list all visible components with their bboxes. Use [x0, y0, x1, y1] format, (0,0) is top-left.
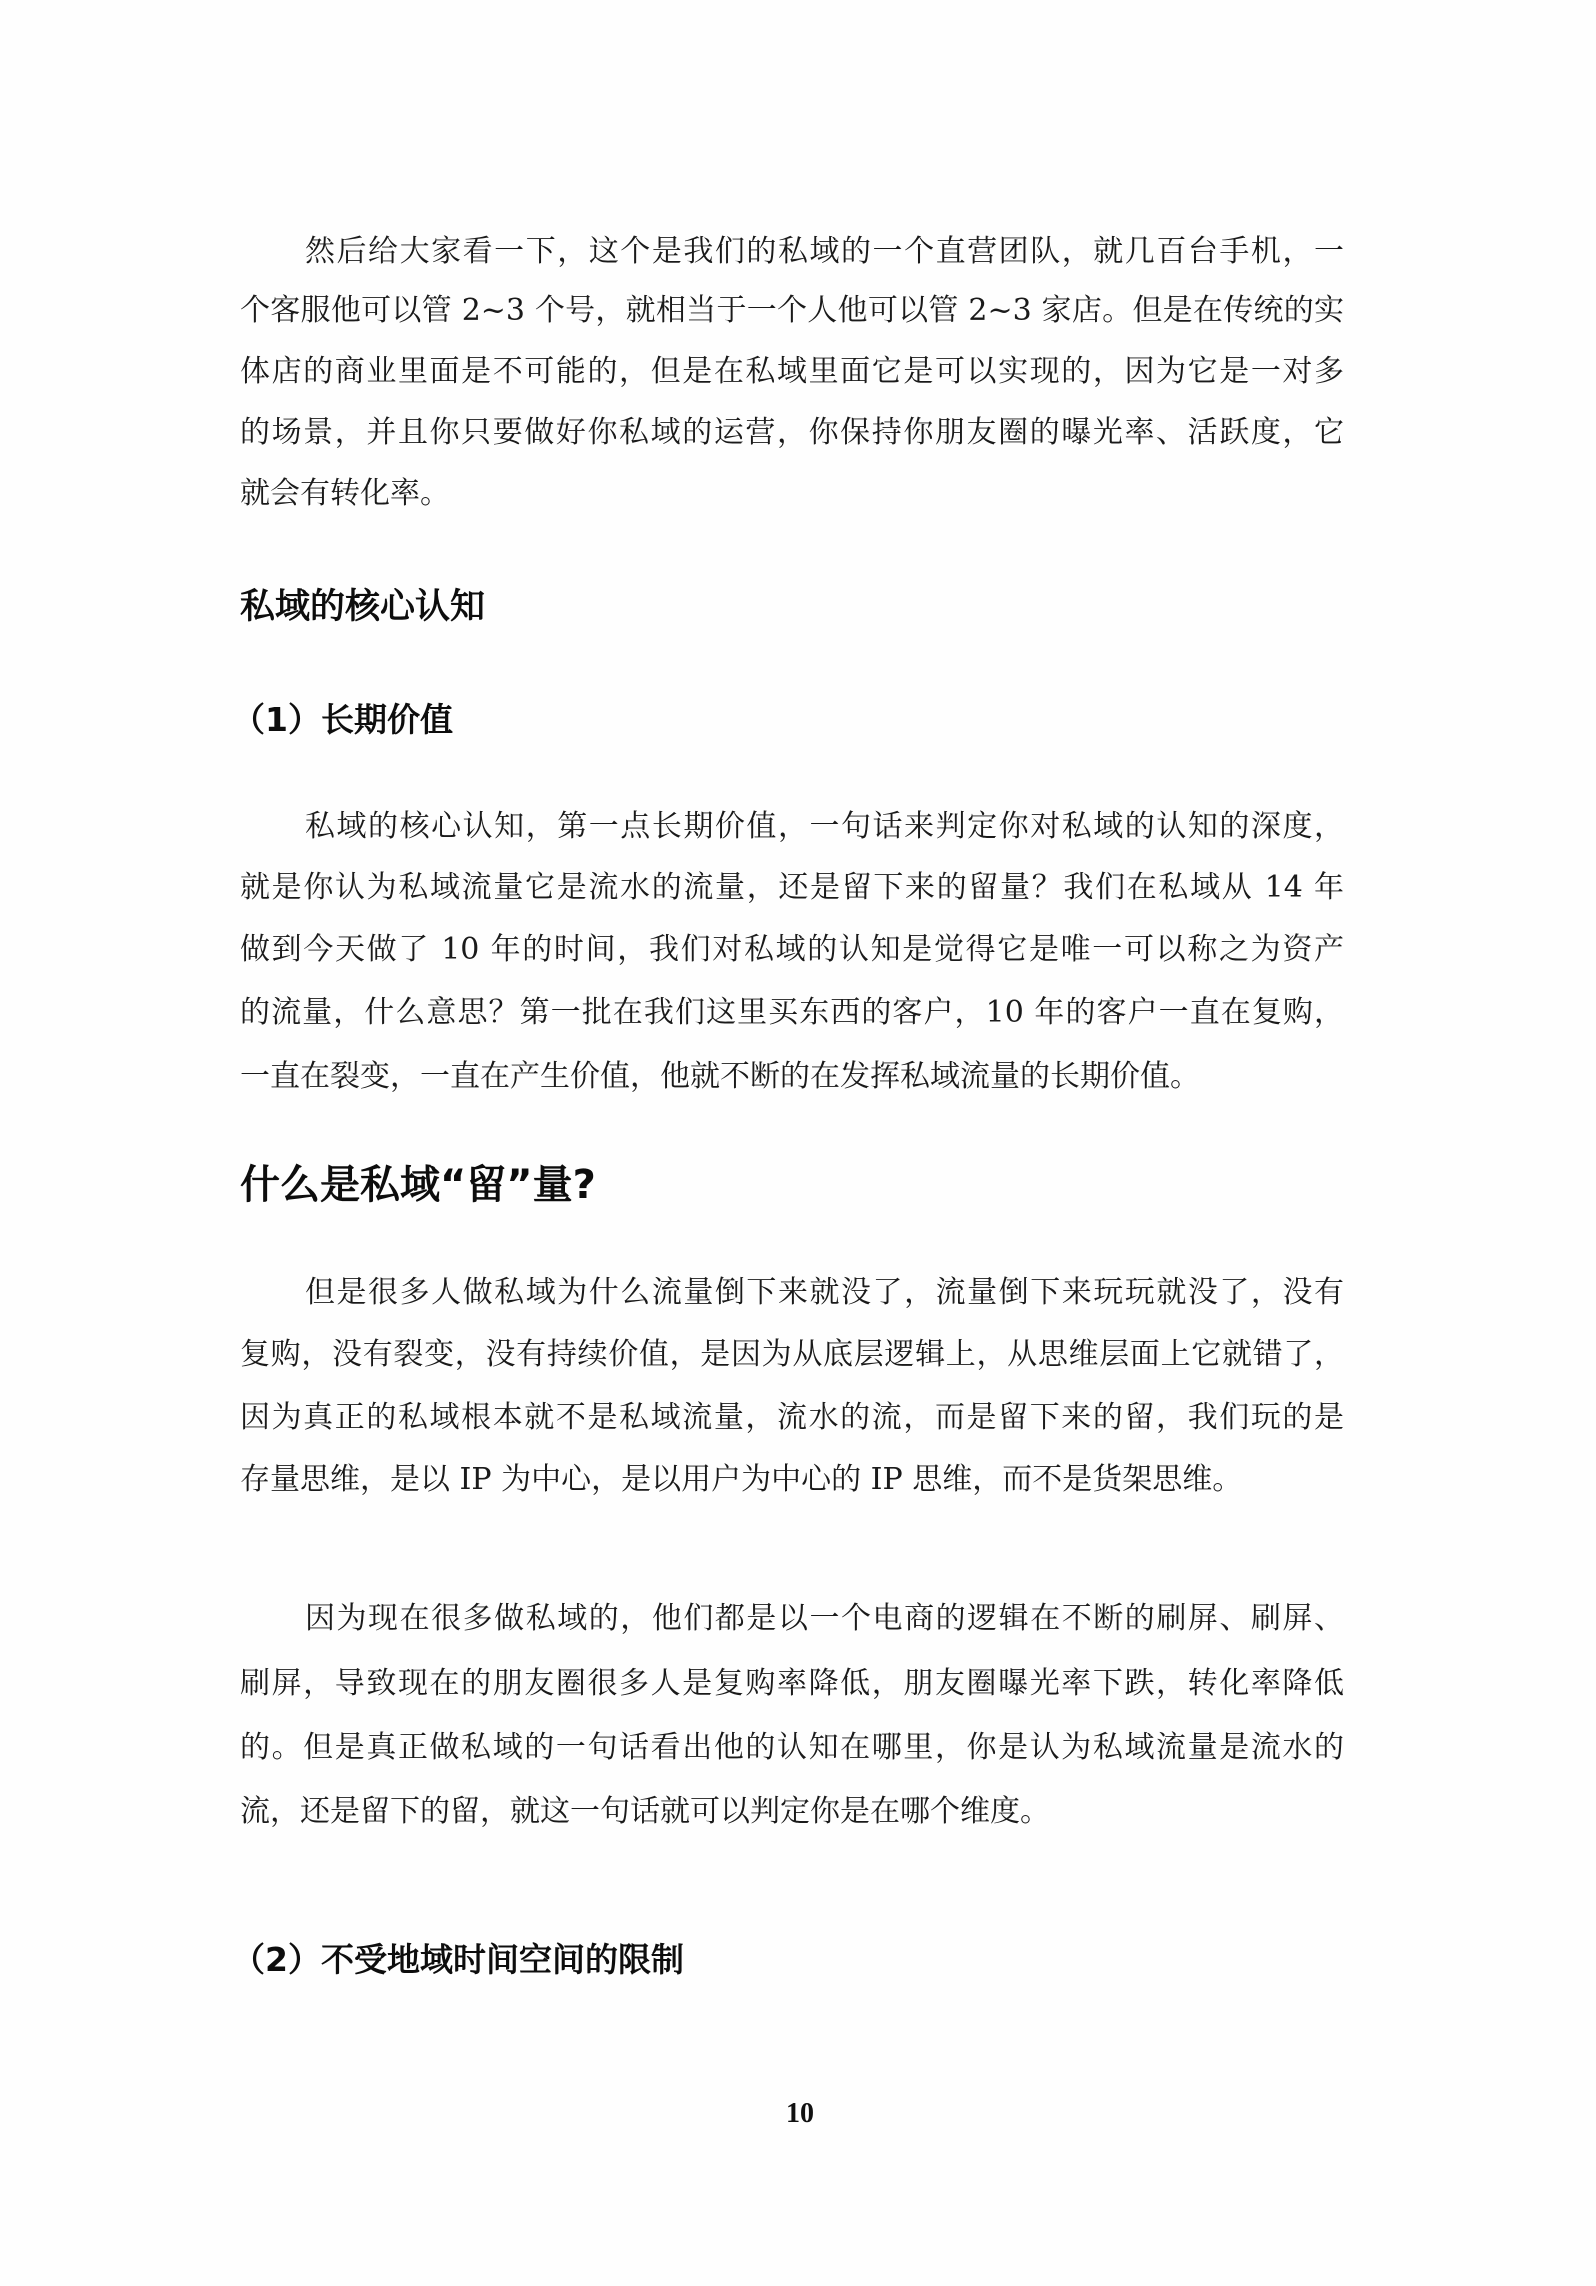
text-line: 因为现在很多做私域的，他们都是以一个电商的逻辑在不断的刷屏、刷屏、	[305, 1601, 1344, 1636]
text-line: 就会有转化率。	[240, 476, 450, 511]
text-line: 个客服他可以管 2~3 个号，就相当于一个人他可以管 2~3 家店。但是在传统的实	[240, 293, 1344, 328]
page-number: 10	[786, 2098, 814, 2129]
text-line: 做到今天做了 10 年的时间，我们对私域的认知是觉得它是唯一可以称之为资产	[240, 932, 1344, 967]
text-line: 就是你认为私域流量它是流水的流量，还是留下来的留量？我们在私域从 14 年	[240, 870, 1344, 905]
section-heading-core-cognition: 私域的核心认知	[240, 587, 486, 627]
text-line: 的流量，什么意思？第一批在我们这里买东西的客户，10 年的客户一直在复购，	[240, 995, 1344, 1030]
text-line: 因为真正的私域根本就不是私域流量，流水的流，而是留下来的留，我们玩的是	[240, 1400, 1344, 1435]
section-heading-retention: 什么是私域“留”量?	[240, 1162, 596, 1208]
text-line: 体店的商业里面是不可能的，但是在私域里面它是可以实现的，因为它是一对多	[240, 354, 1344, 389]
text-line: 私域的核心认知，第一点长期价值，一句话来判定你对私域的认知的深度，	[305, 809, 1344, 844]
text-line: 复购，没有裂变，没有持续价值，是因为从底层逻辑上，从思维层面上它就错了，	[240, 1337, 1344, 1372]
subheading-no-geographic-limits: （2）不受地域时间空间的限制	[232, 1940, 684, 1979]
text-line: 的。但是真正做私域的一句话看出他的认知在哪里，你是认为私域流量是流水的	[240, 1730, 1344, 1765]
text-line: 然后给大家看一下，这个是我们的私域的一个直营团队，就几百台手机，一	[305, 234, 1344, 269]
text-line: 存量思维，是以 IP 为中心，是以用户为中心的 IP 思维，而不是货架思维。	[240, 1462, 1243, 1497]
text-line: 的场景，并且你只要做好你私域的运营，你保持你朋友圈的曝光率、活跃度，它	[240, 415, 1344, 450]
text-line: 一直在裂变，一直在产生价值，他就不断的在发挥私域流量的长期价值。	[240, 1059, 1200, 1094]
subheading-long-term-value: （1）长期价值	[232, 700, 453, 739]
text-line: 但是很多人做私域为什么流量倒下来就没了，流量倒下来玩玩就没了，没有	[305, 1275, 1344, 1310]
text-line: 刷屏，导致现在的朋友圈很多人是复购率降低，朋友圈曝光率下跌，转化率降低	[240, 1666, 1344, 1701]
text-line: 流，还是留下的留，就这一句话就可以判定你是在哪个维度。	[240, 1794, 1050, 1829]
